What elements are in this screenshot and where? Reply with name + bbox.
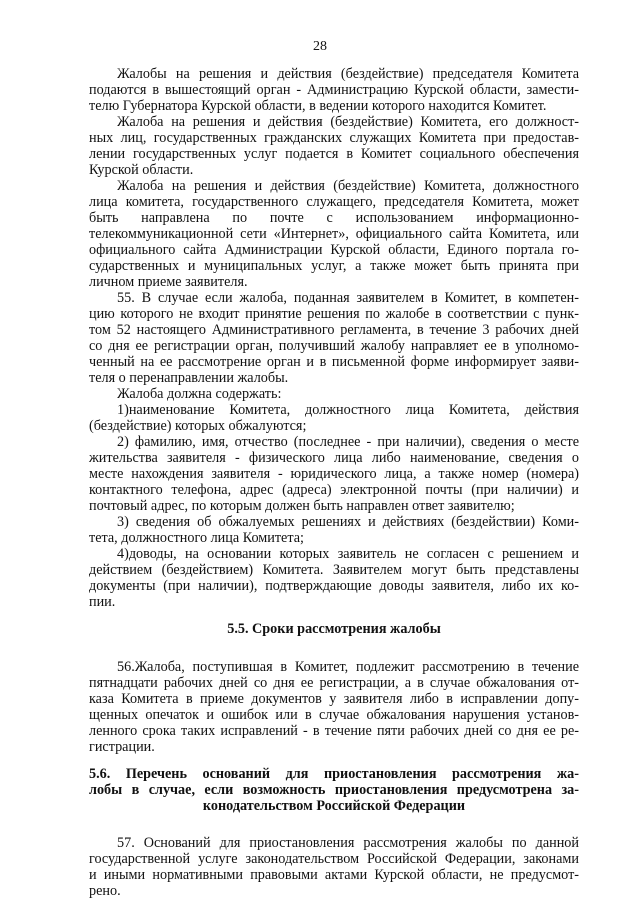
text-line: гистрации. <box>89 739 155 755</box>
text-line: и иными нормативными правовыми актами Курской области, не предусмот- <box>89 867 579 883</box>
list-item: 3) сведения об обжалуемых решениях и действиях (бездействии) Коми- <box>117 514 579 530</box>
text-line: 57. Оснований для приостановления рассмотрения жалобы по данной <box>117 835 579 851</box>
page-number: 28 <box>313 39 327 54</box>
section-heading: 5.5. Сроки рассмотрения жалобы <box>227 621 441 637</box>
text-line: теля о перенаправлении жалобы. <box>89 370 289 386</box>
list-item: 4)доводы, на основании которых заявитель не согласен с решением и <box>117 546 579 562</box>
text-line: каза Комитета в приеме документов у заявителя либо в исправлении допу- <box>89 691 579 707</box>
text-line: Курской области. <box>89 162 194 178</box>
text-line: жительства заявителя - физического лица либо наименование, сведения о <box>89 450 579 466</box>
text-line: ных лиц, государственных гражданских служащих Комитета при предостав- <box>89 130 579 146</box>
list-item: 2) фамилию, имя, отчество (последнее - при наличии), сведения о месте <box>117 434 579 450</box>
text-line: пятнадцати рабочих дней со дня ее регистрации, а в случае обжалования от- <box>89 675 579 691</box>
text-line: ленного срока таких исправлений - в течение пяти рабочих дней со дня ее ре- <box>89 723 579 739</box>
text-line: подаются в вышестоящий орган - Администрацию Курской области, замести- <box>89 82 579 98</box>
text-line: ченный на ее рассмотрение орган и в письменной форме информирует заяви- <box>89 354 579 370</box>
text-line: рено. <box>89 883 121 899</box>
section-heading: 5.6. Перечень оснований для приостановления рассмотрения жа- <box>89 766 579 782</box>
text-line: документы (при наличии), подтверждающие доводы заявителя, либо их ко- <box>89 578 579 594</box>
text-line: (бездействие) которых обжалуются; <box>89 418 307 434</box>
section-heading: лобы в случае, если возможность приостановления предусмотрена за- <box>89 782 579 798</box>
section-heading: конодательством Российской Федерации <box>202 798 466 814</box>
text-line: Жалоба должна содержать: <box>117 386 282 402</box>
text-line: телю Губернатора Курской области, в ведении которого находится Комитет. <box>89 98 547 114</box>
text-line: быть направлена по почте с использованием информационно- <box>89 210 579 226</box>
text-line: почтовый адрес, по которым должен быть направлен ответ заявителю; <box>89 498 515 514</box>
text-line: Жалобы на решения и действия (бездействие) председателя Комитета <box>117 66 579 82</box>
text-line: цию которого не входит принятие решения по жалобе в соответствии с пунк- <box>89 306 579 322</box>
list-item: 1)наименование Комитета, должностного лица Комитета, действия <box>117 402 579 418</box>
text-line: сударственных и муниципальных услуг, а также может быть принята при <box>89 258 579 274</box>
text-line: контактного телефона, адрес (адреса) электронной почты (при наличии) и <box>89 482 579 498</box>
text-line: телекоммуникационной сети «Интернет», официального сайта Комитета, или <box>89 226 579 242</box>
text-line: 55. В случае если жалоба, поданная заявителем в Комитет, в компетен- <box>117 290 579 306</box>
text-line: пии. <box>89 594 116 610</box>
text-line: Жалоба на решения и действия (бездействие) Комитета, должностного <box>117 178 579 194</box>
text-line: государственной услуге законодательством Российской Федерации, законами <box>89 851 579 867</box>
text-line: щенных опечаток и ошибок или в случае обжалования нарушения установ- <box>89 707 579 723</box>
text-line: действием (бездействием) Комитета. Заявителем могут быть представлены <box>89 562 579 578</box>
text-line: личном приеме заявителя. <box>89 274 248 290</box>
text-line: месте нахождения заявителя - юридического лица, а также номер (номера) <box>89 466 579 482</box>
text-line: 56.Жалоба, поступившая в Комитет, подлежит рассмотрению в течение <box>117 659 579 675</box>
text-line: лении государственных услуг подается в Комитет социального обеспечения <box>89 146 579 162</box>
text-line: Жалоба на решения и действия (бездействие) Комитета, его должност- <box>117 114 579 130</box>
text-line: том 52 настоящего Административного регламента, в течение 3 рабочих дней <box>89 322 579 338</box>
text-line: тета, должностного лица Комитета; <box>89 530 304 546</box>
text-line: официального сайта Администрации Курской области, Единого портала го- <box>89 242 579 258</box>
text-line: со дня ее регистрации орган, получивший жалобу направляет ее в уполномо- <box>89 338 579 354</box>
text-line: лица комитета, государственного служащего, председателя Комитета, может <box>89 194 579 210</box>
